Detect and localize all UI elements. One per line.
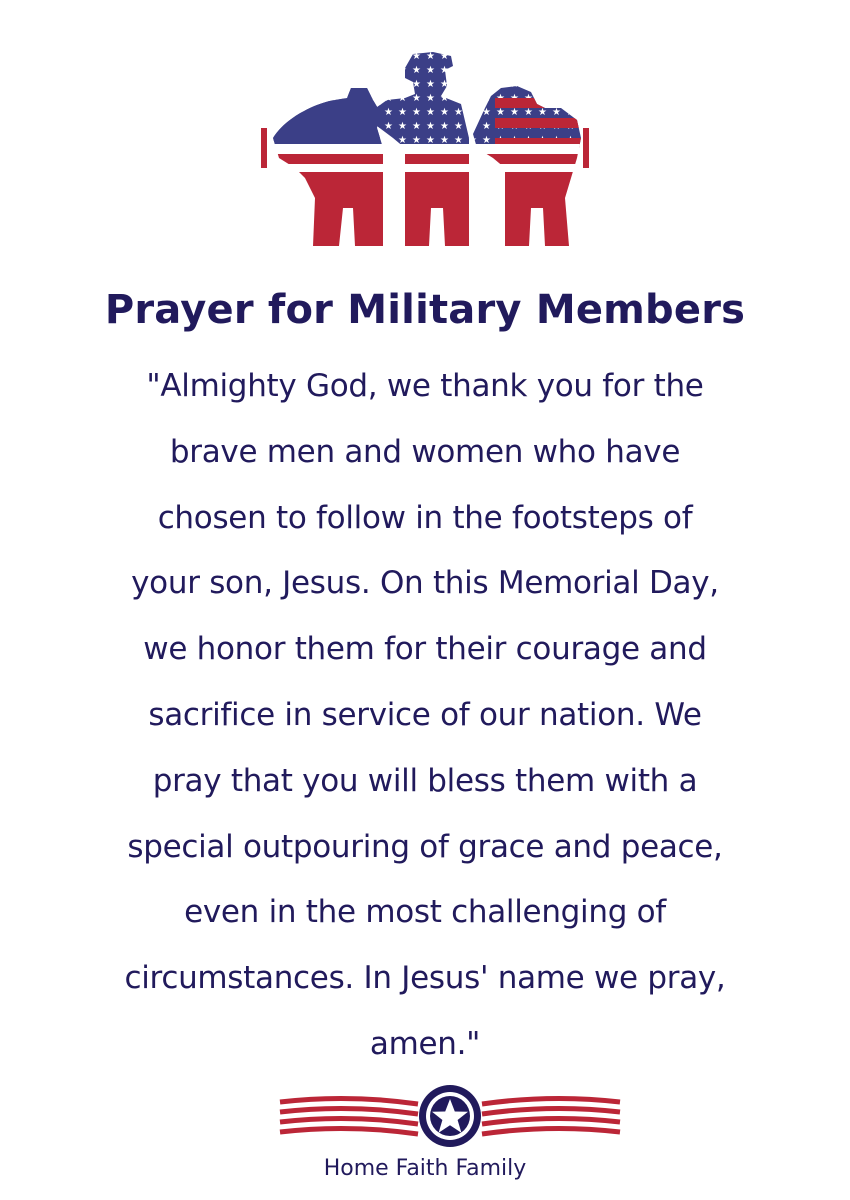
prayer-line: sacrifice in service of our nation. We bbox=[148, 696, 702, 733]
prayer-line: amen." bbox=[369, 1025, 481, 1062]
prayer-text bbox=[75, 354, 775, 1078]
prayer-line: brave men and women who have bbox=[169, 433, 681, 470]
prayer-line: chosen to follow in the footsteps of bbox=[157, 499, 693, 536]
prayer-line: we honor them for their courage and bbox=[143, 631, 707, 668]
prayer-line: "Almighty God, we thank you for the bbox=[146, 368, 704, 404]
star-stripes-emblem-icon bbox=[278, 1082, 622, 1152]
prayer-line: pray that you will bless them with a bbox=[152, 762, 698, 799]
prayer-line: circumstances. In Jesus' name we pray, bbox=[124, 960, 726, 997]
saluting-soldiers-flag-icon bbox=[255, 48, 595, 248]
prayer-line: special outpouring of grace and peace, bbox=[127, 828, 723, 865]
prayer-line: even in the most challenging of bbox=[184, 894, 666, 931]
footer-brand: Home Faith Family bbox=[323, 1156, 527, 1181]
prayer-line: your son, Jesus. On this Memorial Day, bbox=[131, 565, 719, 602]
page-title: Prayer for Military Members bbox=[104, 287, 746, 333]
